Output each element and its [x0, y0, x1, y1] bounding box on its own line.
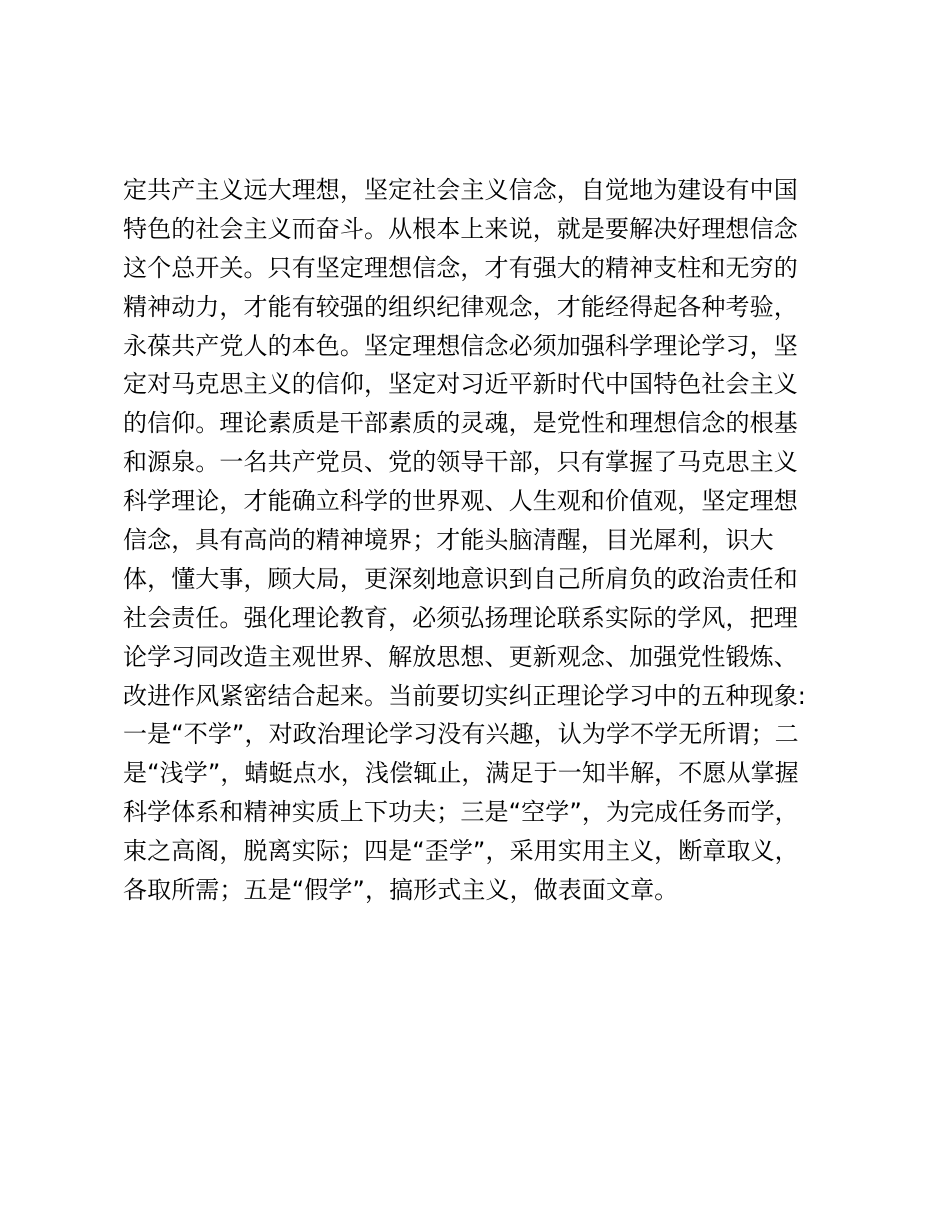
text-line: 定共产主义远大理想，坚定社会主义信念，自觉地为建设有中国 — [123, 176, 798, 204]
text-line: 改进作风紧密结合起来。当前要切实纠正理论学习中的五种现象: — [123, 681, 806, 710]
text-line: 精神动力，才能有较强的组织纪律观念，才能经得起各种考验， — [123, 292, 798, 321]
text-line: 论学习同改造主观世界、解放思想、更新观念、加强党性锻炼、 — [123, 642, 798, 671]
text-line: 这个总开关。只有坚定理想信念，才有强大的精神支柱和无穷的 — [123, 253, 798, 282]
text-line: 永葆共产党人的本色。坚定理想信念必须加强科学理论学习，坚 — [123, 331, 798, 360]
text-line: 是“浅学”，蜻蜓点水，浅偿辄止，满足于一知半解，不愿从掌握 — [123, 759, 799, 788]
text-line: 各取所需；五是“假学”，搞形式主义，做表面文章。 — [123, 876, 679, 905]
text-line: 体，懂大事，顾大局，更深刻地意识到自己所肩负的政治责任和 — [123, 564, 798, 593]
text-line: 束之高阁，脱离实际；四是“歪学”，采用实用主义，断章取义， — [123, 837, 799, 866]
text-line: 的信仰。理论素质是干部素质的灵魂，是党性和理想信念的根基 — [123, 409, 798, 438]
text-line: 一是“不学”，对政治理论学习没有兴趣，认为学不学无所谓；二 — [123, 720, 799, 749]
text-line: 特色的社会主义而奋斗。从根本上来说，就是要解决好理想信念 — [123, 214, 798, 243]
text-line: 和源泉。一名共产党员、党的领导干部，只有掌握了马克思主义 — [123, 448, 798, 477]
text-line: 科学体系和精神实质上下功夫；三是“空学”，为完成任务而学， — [123, 798, 799, 827]
text-line: 社会责任。强化理论教育，必须弘扬理论联系实际的学风，把理 — [123, 603, 798, 632]
text-line: 科学理论，才能确立科学的世界观、人生观和价值观，坚定理想 — [123, 487, 798, 516]
body-paragraph — [123, 171, 843, 910]
text-line: 信念，具有高尚的精神境界；才能头脑清醒，目光犀利，识大 — [123, 526, 774, 555]
text-line: 定对马克思主义的信仰，坚定对习近平新时代中国特色社会主义 — [123, 370, 798, 399]
